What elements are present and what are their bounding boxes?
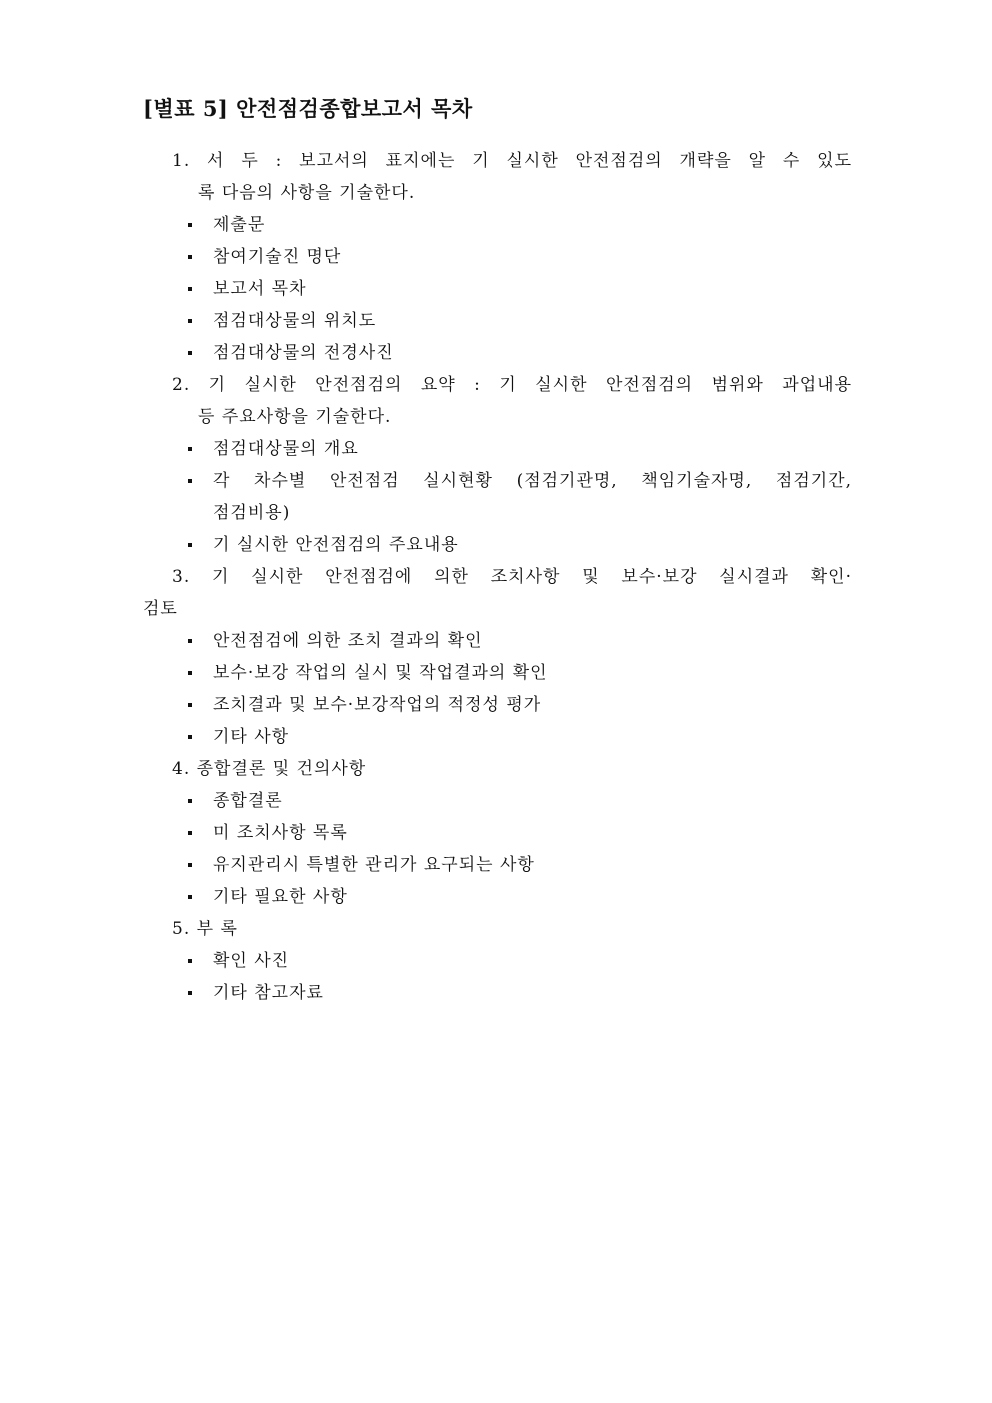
section-3-heading-line2: 검토 (143, 599, 178, 619)
list-item: 안전점검에 의한 조치 결과의 확인 (213, 625, 852, 657)
list-item: 기타 참고자료 (213, 977, 852, 1009)
list-item: 보수·보강 작업의 실시 및 작업결과의 확인 (213, 657, 852, 689)
list-item: 점검대상물의 위치도 (213, 305, 852, 337)
list-item: 미 조치사항 목록 (213, 817, 852, 849)
list-item-line2: 점검비용) (213, 503, 291, 523)
list-item: 참여기술진 명단 (213, 241, 852, 273)
section-3-heading: 3. 기 실시한 안전점검에 의한 조치사항 및 보수·보강 실시결과 확인· (172, 567, 852, 587)
section-2-heading-continued (172, 401, 852, 433)
list-item: 보고서 목차 (213, 273, 852, 305)
list-item: 점검대상물의 개요 (213, 433, 852, 465)
section-1-heading-line2: 록 다음의 사항을 기술한다. (198, 183, 416, 203)
list-item-line1: 각 차수별 안전점검 실시현황 (점검기관명, 책임기술자명, 점검기간, (213, 471, 852, 491)
section-1-heading: 1. 서 두 : 보고서의 표지에는 기 실시한 안전점검의 개략을 알 수 있도 (172, 151, 852, 171)
list-item: 기타 필요한 사항 (213, 881, 852, 913)
list-item: 종합결론 (213, 785, 852, 817)
section-1-heading-continued (172, 177, 852, 209)
list-item: 조치결과 및 보수·보강작업의 적정성 평가 (213, 689, 852, 721)
list-item: 제출문 (213, 209, 852, 241)
section-2-heading: 2. 기 실시한 안전점검의 요약 : 기 실시한 안전점검의 범위와 과업내용 (172, 375, 852, 395)
list-item (213, 465, 852, 529)
section-4-heading: 4. 종합결론 및 건의사항 (172, 759, 367, 779)
list-item: 기 실시한 안전점검의 주요내용 (213, 529, 852, 561)
list-item: 기타 사항 (213, 721, 852, 753)
section-2-heading-line2: 등 주요사항을 기술한다. (198, 407, 392, 427)
list-item: 유지관리시 특별한 관리가 요구되는 사항 (213, 849, 852, 881)
list-item: 점검대상물의 전경사진 (213, 337, 852, 369)
list-item: 확인 사진 (213, 945, 852, 977)
section-5-heading: 5. 부 록 (172, 919, 238, 939)
table-of-contents (0, 145, 992, 1009)
document-title: [별표 5] 안전점검종합보고서 목차 (143, 96, 473, 121)
